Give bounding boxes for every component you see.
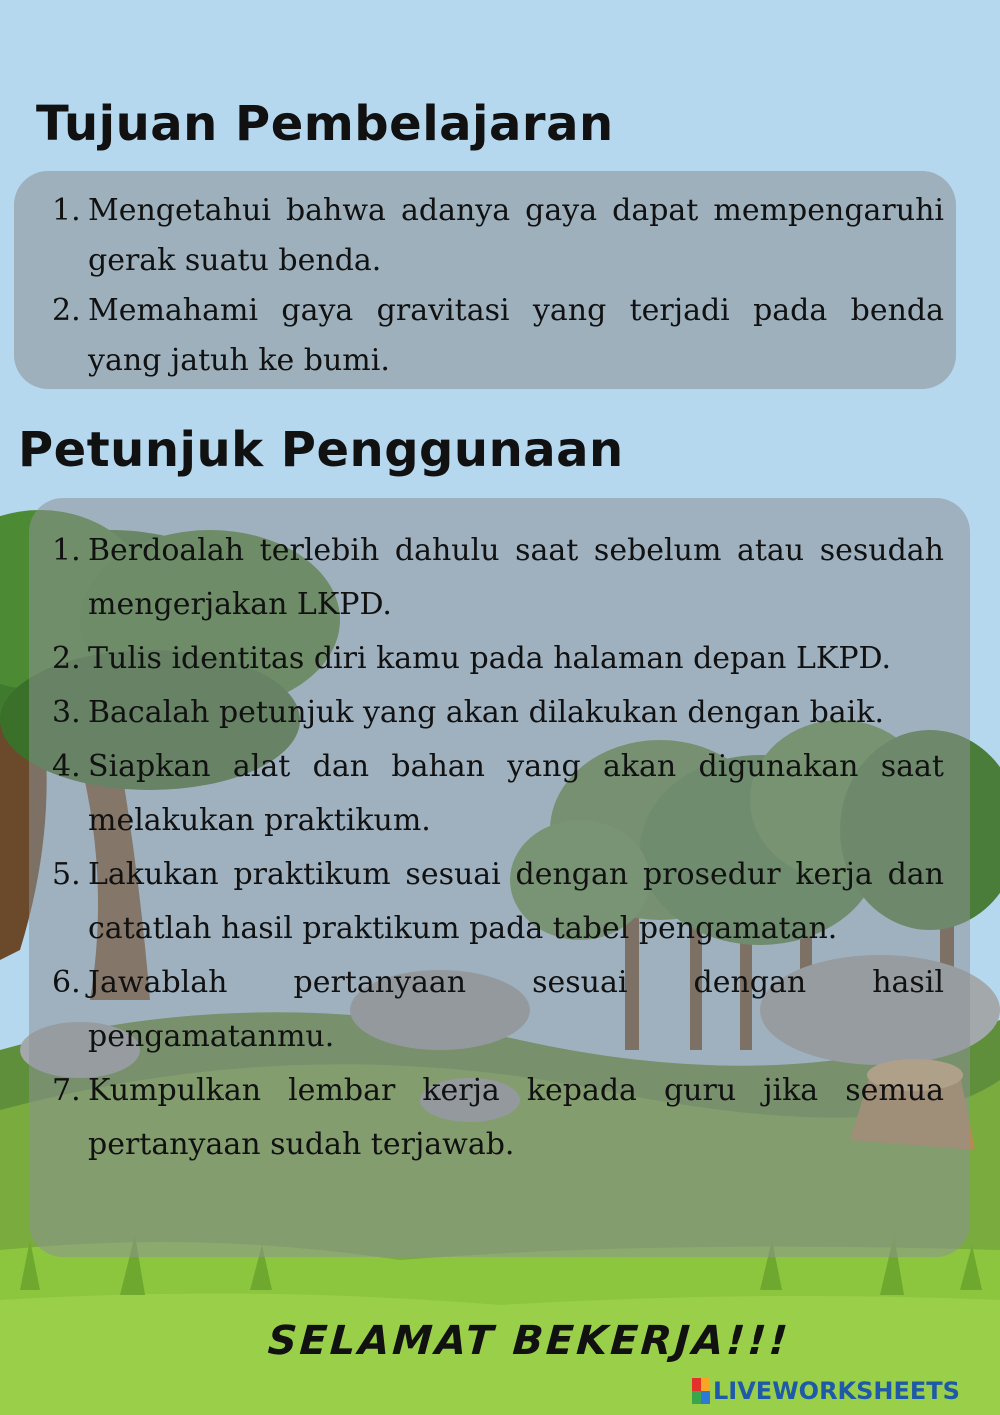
brand-name: LIVEWORKSHEETS [713, 1377, 960, 1405]
item-text: Lakukan praktikum sesuai dengan prosedur kerja dan catatlah hasil praktikum pada tabel pengamatan. [88, 857, 944, 946]
item-number: 7. [52, 1073, 81, 1108]
list-item [52, 848, 944, 956]
item-number: 1. [52, 193, 81, 228]
list-item [52, 286, 944, 386]
item-number: 3. [52, 695, 81, 730]
item-number: 5. [52, 857, 81, 892]
liveworksheets-watermark [692, 1377, 960, 1405]
liveworksheets-logo-icon [692, 1378, 710, 1404]
item-text: Siapkan alat dan bahan yang akan digunakan saat melakukan praktikum. [88, 749, 944, 838]
list-item [52, 524, 944, 632]
item-text: Jawablah pertanyaan sesuai dengan hasil pengamatanmu. [88, 965, 944, 1054]
section-title-learning-objectives: Tujuan Pembelajaran [36, 96, 614, 152]
usage-instructions-list [52, 524, 944, 1172]
list-item [52, 186, 944, 286]
item-text: Bacalah petunjuk yang akan dilakukan dengan baik. [88, 695, 884, 730]
list-item [52, 1064, 944, 1172]
list-item [52, 686, 944, 740]
item-number: 6. [52, 965, 81, 1000]
item-number: 2. [52, 641, 81, 676]
list-item [52, 740, 944, 848]
closing-message: SELAMAT BEKERJA!!! [266, 1318, 792, 1364]
item-text: Mengetahui bahwa adanya gaya dapat mempengaruhi gerak suatu benda. [88, 193, 944, 278]
list-item [52, 632, 944, 686]
item-number: 2. [52, 293, 81, 328]
learning-objectives-list [52, 186, 944, 386]
item-text: Kumpulkan lembar kerja kepada guru jika semua pertanyaan sudah terjawab. [88, 1073, 944, 1162]
item-text: Tulis identitas diri kamu pada halaman depan LKPD. [88, 641, 892, 676]
item-text: Memahami gaya gravitasi yang terjadi pada benda yang jatuh ke bumi. [88, 293, 944, 378]
item-number: 1. [52, 533, 81, 568]
section-title-usage-instructions: Petunjuk Penggunaan [18, 422, 624, 478]
list-item [52, 956, 944, 1064]
item-text: Berdoalah terlebih dahulu saat sebelum atau sesudah mengerjakan LKPD. [88, 533, 944, 622]
item-number: 4. [52, 749, 81, 784]
